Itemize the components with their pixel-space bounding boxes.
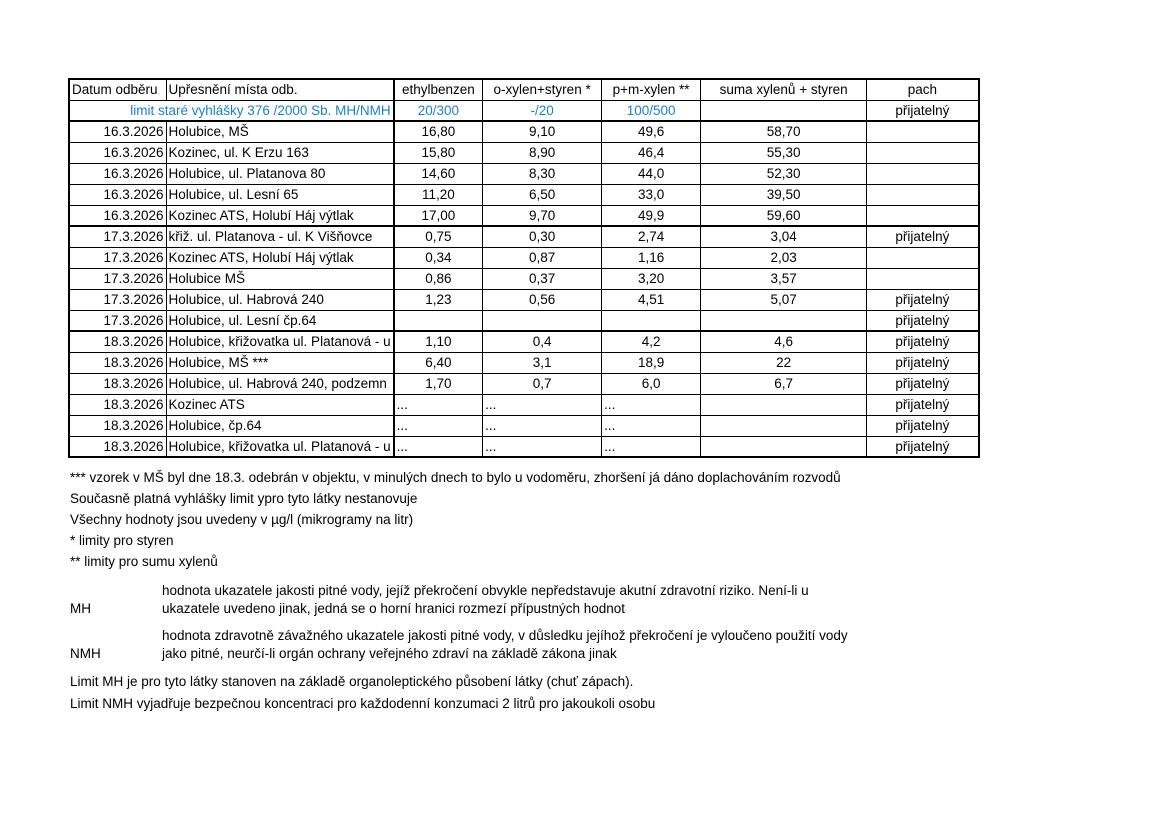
table-row — [69, 352, 979, 373]
suma-cell: 55,30 — [701, 142, 867, 163]
place-cell: Holubice, ul. Habrová 240, podzemn — [166, 373, 394, 394]
table-row — [69, 121, 979, 142]
o-xylen-styren-cell: 0,56 — [483, 289, 602, 310]
place-cell: Kozinec, ul. K Erzu 163 — [166, 142, 394, 163]
suma-cell — [701, 436, 867, 457]
date-cell: 18.3.2026 — [69, 394, 166, 415]
place-cell: Holubice, ul. Lesní čp.64 — [166, 310, 394, 331]
note-sample-info: *** vzorek v MŠ byl dne 18.3. odebrán v objektu, v minulých dnech to bylo u vodoměru, zhoršení já dáno doplachováním rozvodů — [70, 470, 841, 485]
table-row — [69, 373, 979, 394]
definition-nmh-text: hodnota zdravotně závažného ukazatele jakosti pitné vody, v důsledku jejíhož překročení je vyloučeno použití vody jako pitné, neurčí-li orgán ochrany veřejného zdraví na základě zákona jinak — [162, 628, 848, 661]
pach-cell: přijatelný — [867, 352, 979, 373]
suma-cell: 6,7 — [701, 373, 867, 394]
pm-xylen-cell: 6,0 — [602, 373, 701, 394]
pm-xylen-cell: ... — [602, 394, 701, 415]
ethylbenzen-cell: 0,86 — [394, 268, 483, 289]
limit-suma — [701, 100, 867, 121]
pach-cell: přijatelný — [867, 436, 979, 457]
limit-pach: přijatelný — [867, 100, 979, 121]
o-xylen-styren-cell: 3,1 — [483, 352, 602, 373]
ethylbenzen-cell: 1,70 — [394, 373, 483, 394]
place-cell: Holubice, ul. Platanova 80 — [166, 163, 394, 184]
date-cell: 18.3.2026 — [69, 331, 166, 352]
column-header-o-xylen: o-xylen+styren * — [483, 79, 602, 100]
ethylbenzen-cell: 17,00 — [394, 205, 483, 226]
table-row — [69, 268, 979, 289]
definition-mh-text: hodnota ukazatele jakosti pitné vody, jejíž překročení obvykle nepředstavuje akutní zdravotní riziko. Není-li u ukazatele uvedeno jinak, jedná se o horní hranici rozmezí přípustných hodnot — [162, 583, 809, 616]
place-cell: Holubice, ul. Lesní 65 — [166, 184, 394, 205]
suma-cell — [701, 415, 867, 436]
pach-cell — [867, 268, 979, 289]
pm-xylen-cell: ... — [602, 436, 701, 457]
ethylbenzen-cell: 14,60 — [394, 163, 483, 184]
definition-mh-term: MH — [70, 600, 91, 616]
date-cell: 17.3.2026 — [69, 289, 166, 310]
ethylbenzen-cell: 1,23 — [394, 289, 483, 310]
place-cell: Kozinec ATS — [166, 394, 394, 415]
pach-cell: přijatelný — [867, 331, 979, 352]
ethylbenzen-cell: ... — [394, 394, 483, 415]
suma-cell: 3,04 — [701, 226, 867, 247]
pm-xylen-cell: 49,9 — [602, 205, 701, 226]
ethylbenzen-cell: 15,80 — [394, 142, 483, 163]
pm-xylen-cell — [602, 310, 701, 331]
o-xylen-styren-cell: 8,90 — [483, 142, 602, 163]
place-cell: Holubice, křižovatka ul. Platanová - u — [166, 331, 394, 352]
table-row — [69, 142, 979, 163]
column-header-pach: pach — [867, 79, 979, 100]
date-cell: 16.3.2026 — [69, 121, 166, 142]
pm-xylen-cell: ... — [602, 415, 701, 436]
suma-cell: 4,6 — [701, 331, 867, 352]
suma-cell: 2,03 — [701, 247, 867, 268]
definition-mh — [70, 582, 1130, 617]
table-row — [69, 310, 979, 331]
column-header-pm-xylen: p+m-xylen ** — [602, 79, 701, 100]
footer-note-nmh: Limit NMH vyjadřuje bezpečnou koncentraci pro každodenní konzumaci 2 litrů pro jakoukoli osobu — [70, 696, 656, 711]
date-cell: 17.3.2026 — [69, 310, 166, 331]
o-xylen-styren-cell: ... — [483, 415, 602, 436]
ethylbenzen-cell: 0,75 — [394, 226, 483, 247]
table-row — [69, 205, 979, 226]
date-cell: 18.3.2026 — [69, 436, 166, 457]
pach-cell: přijatelný — [867, 310, 979, 331]
suma-cell — [701, 310, 867, 331]
column-header-ethylbenzen: ethylbenzen — [394, 79, 483, 100]
suma-cell: 22 — [701, 352, 867, 373]
pach-cell — [867, 247, 979, 268]
pm-xylen-cell: 44,0 — [602, 163, 701, 184]
pm-xylen-cell: 4,2 — [602, 331, 701, 352]
suma-cell: 39,50 — [701, 184, 867, 205]
o-xylen-styren-cell: 0,87 — [483, 247, 602, 268]
o-xylen-styren-cell: 6,50 — [483, 184, 602, 205]
o-xylen-styren-cell: 9,10 — [483, 121, 602, 142]
place-cell: Holubice MŠ — [166, 268, 394, 289]
o-xylen-styren-cell: 0,7 — [483, 373, 602, 394]
table-row — [69, 331, 979, 352]
o-xylen-styren-cell: ... — [483, 394, 602, 415]
date-cell: 18.3.2026 — [69, 352, 166, 373]
table-row — [69, 394, 979, 415]
pm-xylen-cell: 1,16 — [602, 247, 701, 268]
date-cell: 17.3.2026 — [69, 226, 166, 247]
pm-xylen-cell: 2,74 — [602, 226, 701, 247]
limit-pm-xylen: 100/500 — [602, 100, 701, 121]
footer-note-mh: Limit MH je pro tyto látky stanoven na základě organoleptického působení látky (chuť zápach). — [70, 674, 634, 689]
pm-xylen-cell: 18,9 — [602, 352, 701, 373]
column-header-misto: Upřesnění místa odb. — [166, 79, 394, 100]
ethylbenzen-cell: 11,20 — [394, 184, 483, 205]
limit-row — [69, 100, 979, 121]
pach-cell — [867, 121, 979, 142]
note-units: Všechny hodnoty jsou uvedeny v µg/l (mikrogramy na litr) — [70, 512, 414, 527]
place-cell: křiž. ul. Platanova - ul. K Višňovce — [166, 226, 394, 247]
date-cell: 16.3.2026 — [69, 205, 166, 226]
ethylbenzen-cell: 1,10 — [394, 331, 483, 352]
limit-label: limit staré vyhlášky 376 /2000 Sb. MH/NMH — [69, 100, 394, 121]
ethylbenzen-cell: ... — [394, 436, 483, 457]
o-xylen-styren-cell: 8,30 — [483, 163, 602, 184]
o-xylen-styren-cell: 0,37 — [483, 268, 602, 289]
suma-cell: 3,57 — [701, 268, 867, 289]
pach-cell — [867, 205, 979, 226]
limit-ethylbenzen: 20/300 — [394, 100, 483, 121]
pach-cell — [867, 142, 979, 163]
place-cell: Holubice, ul. Habrová 240 — [166, 289, 394, 310]
suma-cell: 5,07 — [701, 289, 867, 310]
place-cell: Kozinec ATS, Holubí Háj výtlak — [166, 205, 394, 226]
date-cell: 17.3.2026 — [69, 268, 166, 289]
note-styren-limit: * limity pro styren — [70, 533, 174, 548]
pm-xylen-cell: 49,6 — [602, 121, 701, 142]
column-header-suma: suma xylenů + styren — [701, 79, 867, 100]
pm-xylen-cell: 46,4 — [602, 142, 701, 163]
date-cell: 16.3.2026 — [69, 184, 166, 205]
definition-nmh-term: NMH — [70, 645, 101, 661]
note-current-limit: Současně platná vyhlášky limit ypro tyto látky nestanovuje — [70, 491, 418, 506]
ethylbenzen-cell: 0,34 — [394, 247, 483, 268]
place-cell: Holubice, křižovatka ul. Platanová - u — [166, 436, 394, 457]
date-cell: 18.3.2026 — [69, 373, 166, 394]
place-cell: Holubice, MŠ — [166, 121, 394, 142]
o-xylen-styren-cell: 0,30 — [483, 226, 602, 247]
o-xylen-styren-cell — [483, 310, 602, 331]
o-xylen-styren-cell: ... — [483, 436, 602, 457]
table-row — [69, 184, 979, 205]
pach-cell: přijatelný — [867, 289, 979, 310]
pach-cell — [867, 163, 979, 184]
water-quality-table — [68, 78, 980, 458]
ethylbenzen-cell: ... — [394, 415, 483, 436]
pm-xylen-cell: 33,0 — [602, 184, 701, 205]
date-cell: 16.3.2026 — [69, 163, 166, 184]
o-xylen-styren-cell: 9,70 — [483, 205, 602, 226]
place-cell: Holubice, čp.64 — [166, 415, 394, 436]
table-row — [69, 289, 979, 310]
table-row — [69, 163, 979, 184]
pach-cell: přijatelný — [867, 226, 979, 247]
pach-cell: přijatelný — [867, 373, 979, 394]
table-row — [69, 436, 979, 457]
table-header-row — [69, 79, 979, 100]
pach-cell: přijatelný — [867, 415, 979, 436]
suma-cell: 59,60 — [701, 205, 867, 226]
definition-nmh — [70, 627, 1130, 662]
pm-xylen-cell: 3,20 — [602, 268, 701, 289]
limit-o-xylen: -/20 — [483, 100, 602, 121]
column-header-datum: Datum odběru — [69, 79, 166, 100]
pach-cell: přijatelný — [867, 394, 979, 415]
note-xylen-limit: ** limity pro sumu xylenů — [70, 554, 218, 569]
table-row — [69, 247, 979, 268]
ethylbenzen-cell — [394, 310, 483, 331]
suma-cell: 58,70 — [701, 121, 867, 142]
ethylbenzen-cell: 6,40 — [394, 352, 483, 373]
place-cell: Holubice, MŠ *** — [166, 352, 394, 373]
notes-section — [70, 467, 1130, 715]
suma-cell: 52,30 — [701, 163, 867, 184]
table-row — [69, 415, 979, 436]
ethylbenzen-cell: 16,80 — [394, 121, 483, 142]
o-xylen-styren-cell: 0,4 — [483, 331, 602, 352]
date-cell: 17.3.2026 — [69, 247, 166, 268]
date-cell: 18.3.2026 — [69, 415, 166, 436]
table-row — [69, 226, 979, 247]
place-cell: Kozinec ATS, Holubí Háj výtlak — [166, 247, 394, 268]
suma-cell — [701, 394, 867, 415]
pach-cell — [867, 184, 979, 205]
pm-xylen-cell: 4,51 — [602, 289, 701, 310]
date-cell: 16.3.2026 — [69, 142, 166, 163]
